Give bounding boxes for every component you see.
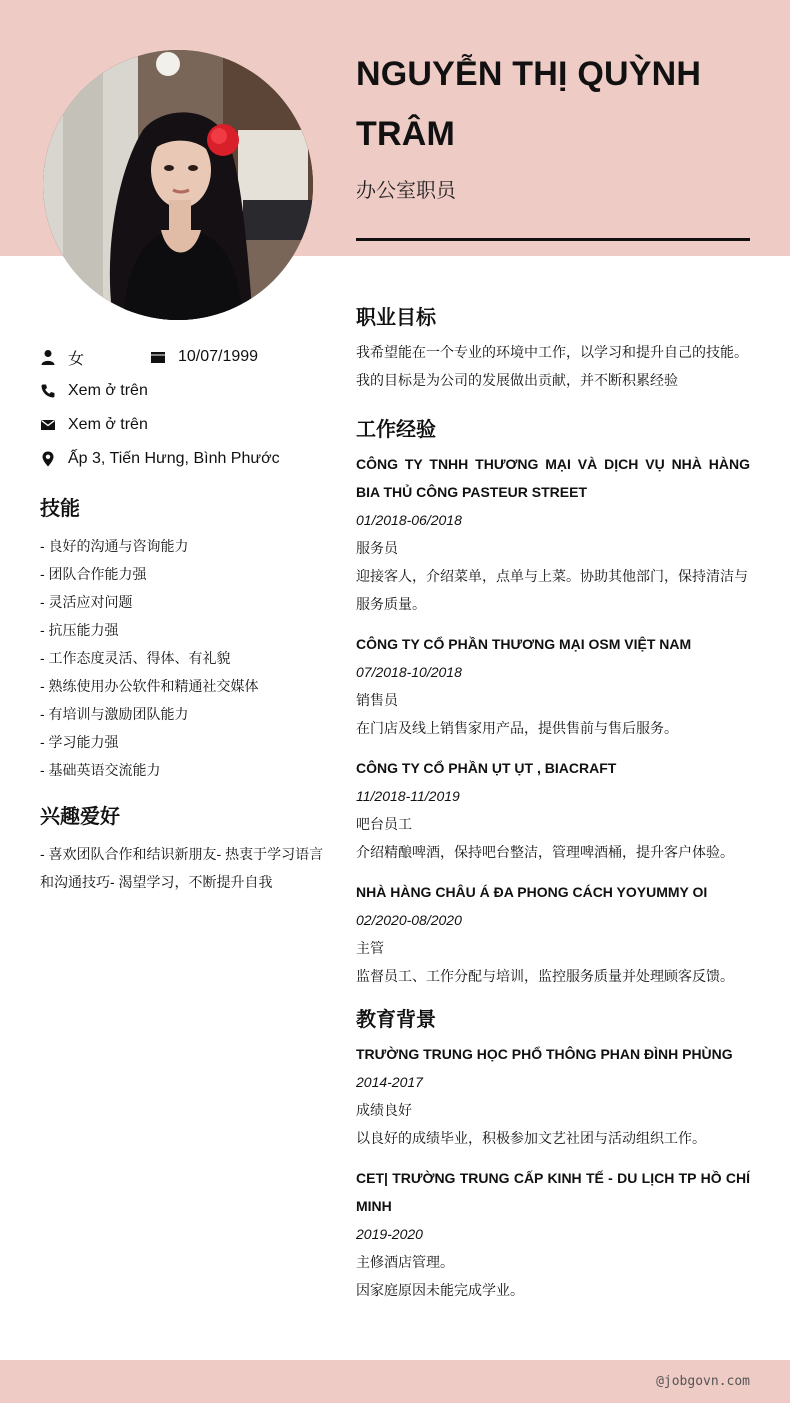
hobbies-text: - 喜欢团队合作和结识新朋友- 热衷于学习语言和沟通技巧- 渴望学习，不断提升自我 — [40, 846, 324, 890]
study-period: 2019-2020 — [356, 1226, 423, 1242]
left-column — [40, 340, 330, 896]
address-value: Ấp 3, Tiến Hưng, Bình Phước — [68, 450, 280, 467]
experience-section — [356, 414, 750, 990]
study-description: 以良好的成绩毕业，积极参加文艺社团与活动组织工作。 — [356, 1130, 706, 1146]
hobbies-title: 兴趣爱好 — [40, 806, 120, 828]
calendar-icon — [150, 349, 166, 365]
objective-section — [356, 302, 750, 394]
right-column — [356, 302, 750, 1316]
school-name: TRƯỜNG TRUNG HỌC PHỔ THÔNG PHAN ĐÌNH PHÙNG — [356, 1046, 733, 1062]
person-icon — [40, 349, 56, 365]
company-name: CÔNG TY CỔ PHẦN THƯƠNG MẠI OSM VIỆT NAM — [356, 636, 692, 652]
work-period: 11/2018-11/2019 — [356, 788, 460, 804]
skill-item: - 熟练使用办公软件和精通社交媒体 — [40, 678, 259, 694]
education-entry — [356, 1164, 750, 1304]
company-name: CÔNG TY CỔ PHẦN ỤT ỤT , BIACRAFT — [356, 760, 617, 776]
skills-title: 技能 — [40, 498, 80, 520]
skills-list — [40, 532, 330, 784]
birthdate-info — [150, 348, 258, 366]
education-entry — [356, 1040, 750, 1152]
skill-item: - 基础英语交流能力 — [40, 762, 161, 778]
work-role: 销售员 — [356, 692, 398, 708]
skill-item: - 工作态度灵活、得体、有礼貌 — [40, 650, 231, 666]
skill-item: - 抗压能力强 — [40, 622, 119, 638]
study-result: 成绩良好 — [356, 1102, 412, 1118]
gender-value: 女 — [68, 350, 85, 368]
study-description: 因家庭原因未能完成学业。 — [356, 1282, 524, 1298]
phone-icon — [40, 383, 56, 399]
portrait-photo — [43, 50, 313, 320]
work-role: 服务员 — [356, 540, 398, 556]
email-value: Xem ở trên — [68, 416, 148, 433]
experience-title: 工作经验 — [356, 419, 436, 441]
info-row-phone — [40, 374, 330, 408]
avatar — [43, 50, 313, 320]
company-name: CÔNG TY TNHH THƯƠNG MẠI VÀ DỊCH VỤ NHÀ HÀNG BIA THỦ CÔNG PASTEUR STREET — [356, 456, 750, 500]
work-role: 主管 — [356, 940, 384, 956]
experience-entry — [356, 450, 750, 618]
work-description: 在门店及线上销售家用产品，提供售前与售后服务。 — [356, 720, 678, 736]
location-pin-icon — [40, 451, 56, 467]
skill-item: - 良好的沟通与咨询能力 — [40, 538, 189, 554]
objective-text: 我希望能在一个专业的环境中工作，以学习和提升自己的技能。我的目标是为公司的发展做出贡献，并不断积累经验 — [356, 344, 748, 388]
work-period: 02/2020-08/2020 — [356, 912, 462, 928]
header-divider — [356, 238, 750, 241]
work-description: 介绍精酿啤酒，保持吧台整洁，管理啤酒桶，提升客户体验。 — [356, 844, 734, 860]
objective-title: 职业目标 — [356, 307, 436, 329]
skill-item: - 有培训与激励团队能力 — [40, 706, 189, 722]
birthdate-value: 10/07/1999 — [178, 348, 259, 365]
skill-item: - 灵活应对问题 — [40, 594, 133, 610]
info-row-gender-birthdate — [40, 340, 330, 374]
education-section — [356, 1004, 750, 1304]
school-name: CET| TRƯỜNG TRUNG CẤP KINH TẾ - DU LỊCH TP HỒ CHÍ MINH — [356, 1170, 750, 1214]
candidate-name: NGUYỄN THỊ QUỲNH TRÂM — [356, 55, 702, 153]
info-row-email — [40, 408, 330, 442]
work-description: 迎接客人，介绍菜单，点单与上菜。协助其他部门，保持清洁与服务质量。 — [356, 568, 748, 612]
experience-entry — [356, 878, 750, 990]
job-title: 办公室职员 — [356, 180, 456, 202]
gender-info — [40, 346, 150, 369]
phone-value: Xem ở trên — [68, 382, 148, 399]
skill-item: - 团队合作能力强 — [40, 566, 147, 582]
skill-item: - 学习能力强 — [40, 734, 119, 750]
work-period: 01/2018-06/2018 — [356, 512, 462, 528]
info-row-address — [40, 442, 330, 476]
experience-entry — [356, 754, 750, 866]
education-title: 教育背景 — [356, 1009, 436, 1031]
work-description: 监督员工、工作分配与培训，监控服务质量并处理顾客反馈。 — [356, 968, 734, 984]
company-name: NHÀ HÀNG CHÂU Á ĐA PHONG CÁCH YOYUMMY OI — [356, 884, 708, 900]
work-period: 07/2018-10/2018 — [356, 664, 462, 680]
study-period: 2014-2017 — [356, 1074, 423, 1090]
site-watermark: @jobgovn.com — [656, 1374, 750, 1389]
experience-entry — [356, 630, 750, 742]
study-result: 主修酒店管理。 — [356, 1254, 454, 1270]
work-role: 吧台员工 — [356, 816, 412, 832]
mail-icon — [40, 417, 56, 433]
